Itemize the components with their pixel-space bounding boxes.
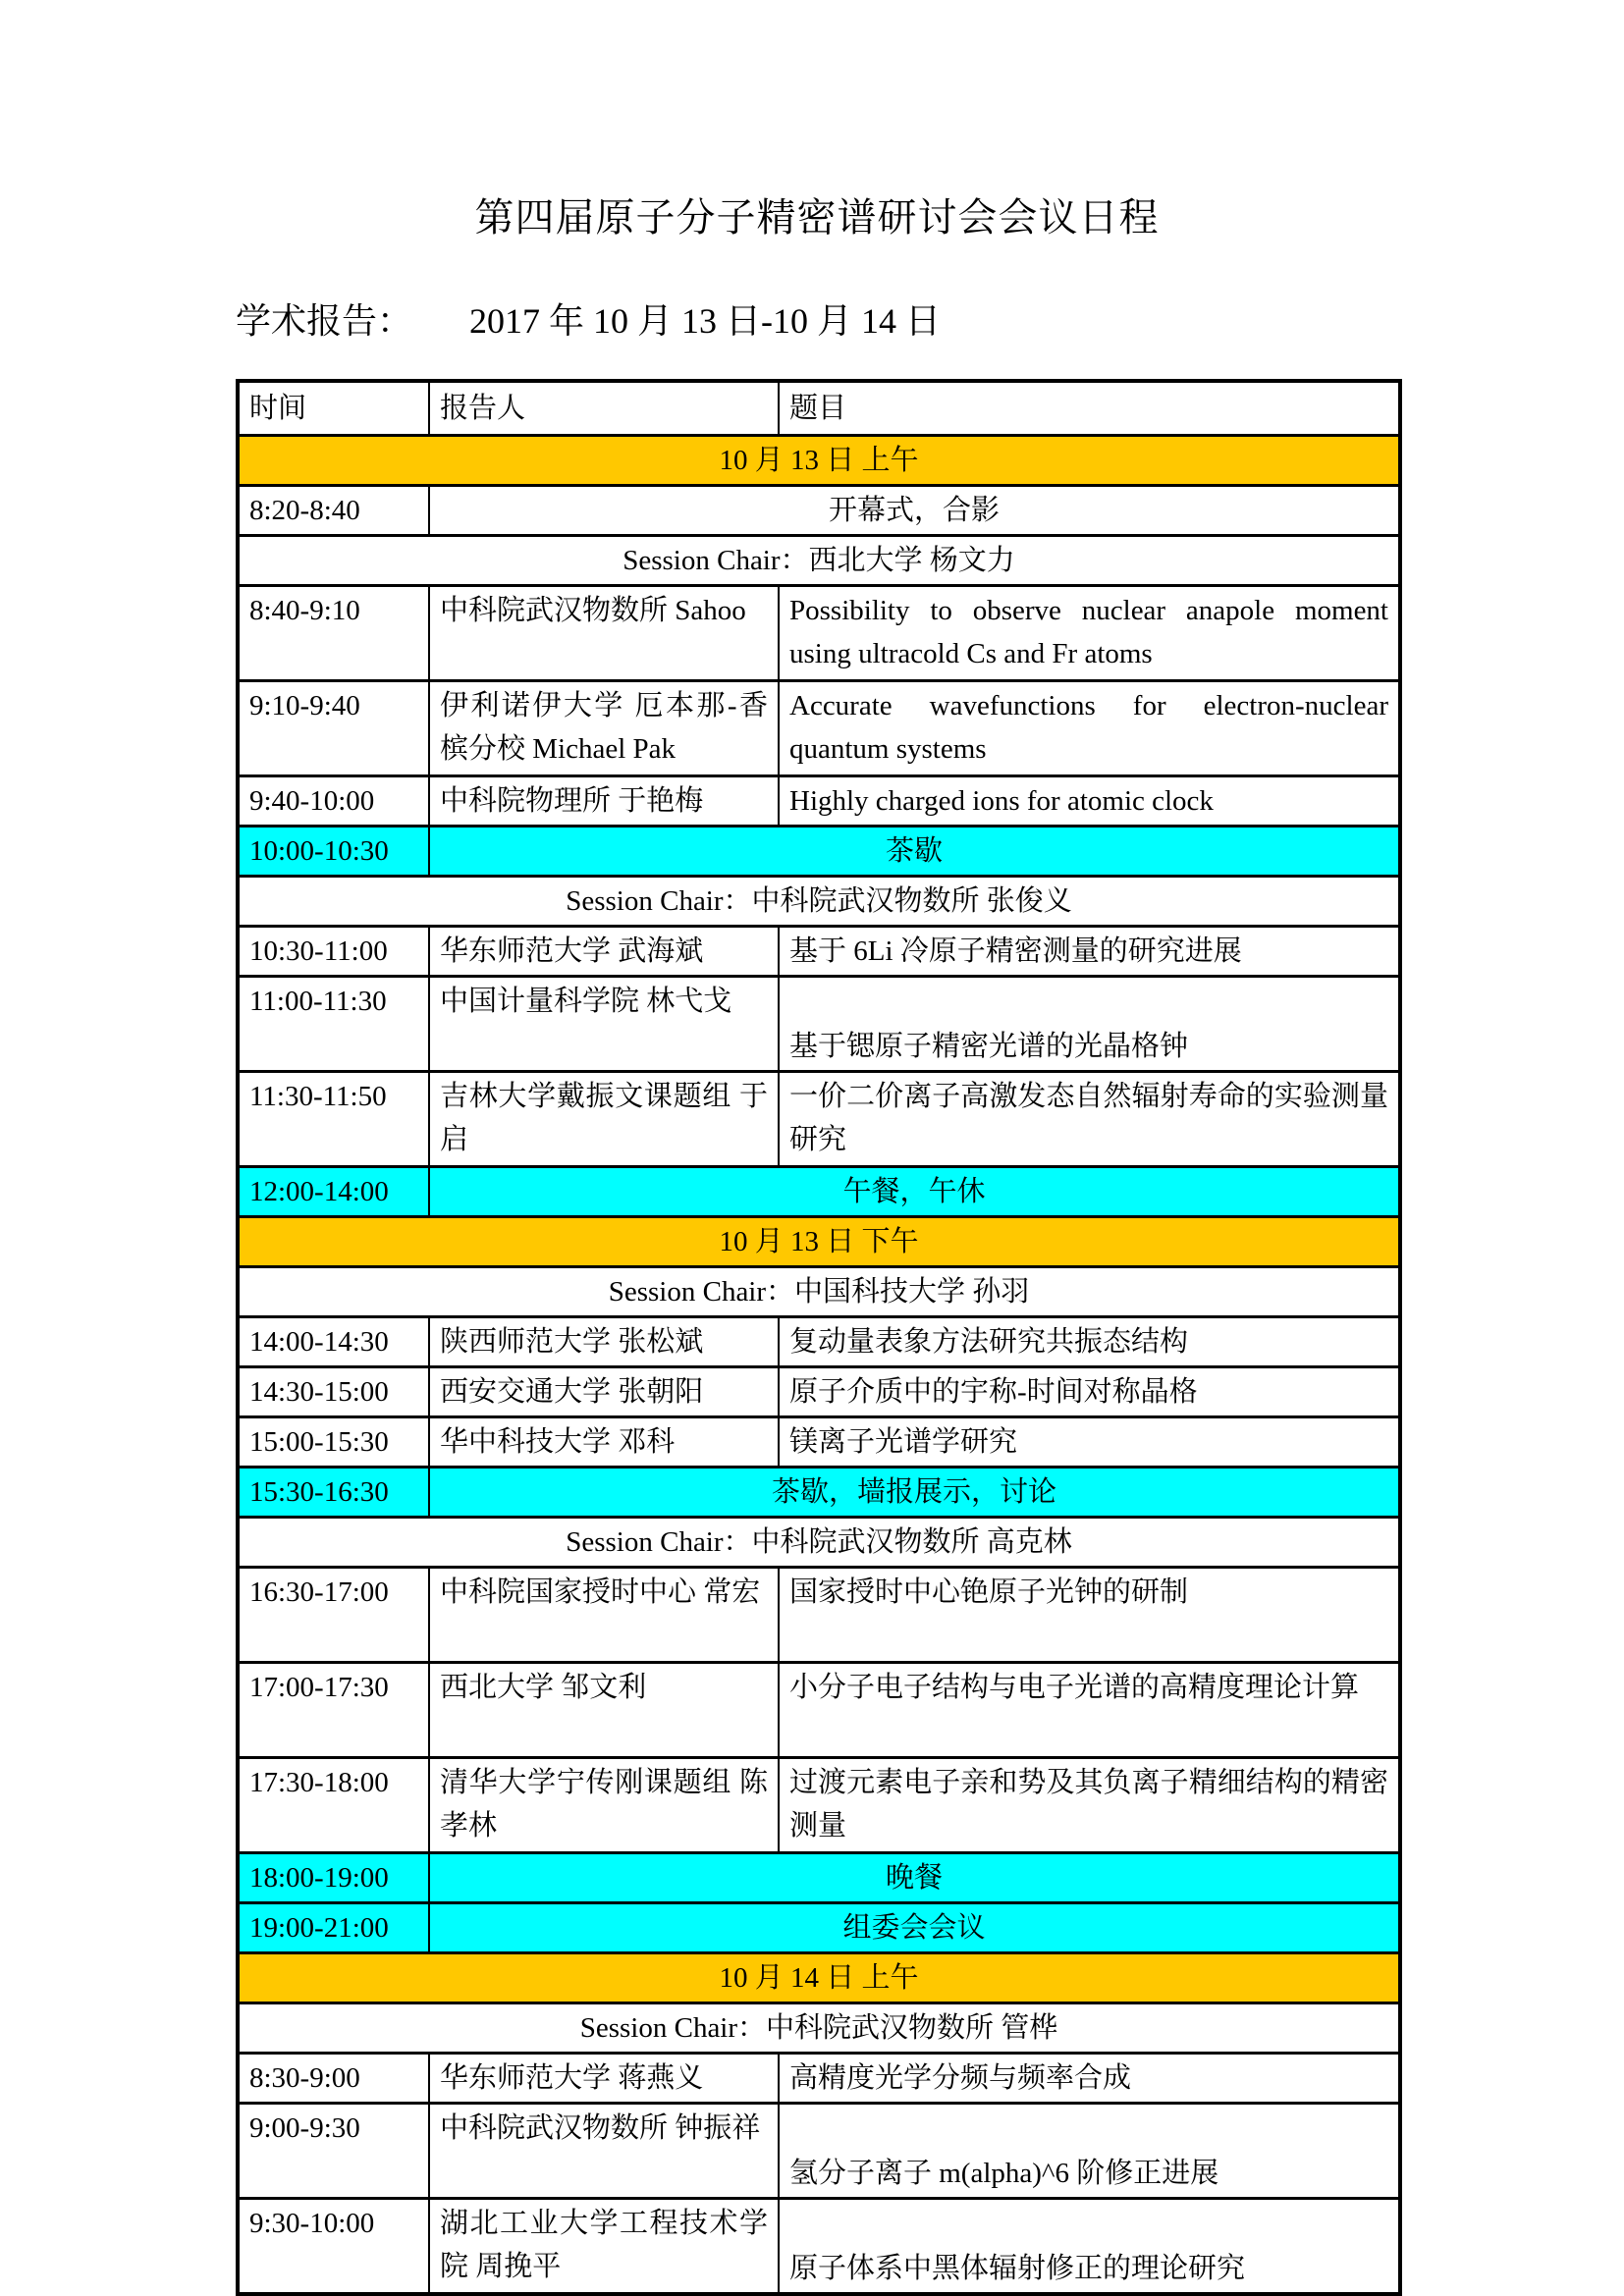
time-cell: 8:40-9:10 xyxy=(238,586,429,681)
speaker-cell: 华东师范大学 武海斌 xyxy=(429,927,779,977)
table-row-section xyxy=(238,1217,1400,1267)
speaker-cell: 中科院武汉物数所 Sahoo xyxy=(429,586,779,681)
table-row-break xyxy=(238,1853,1400,1903)
table-row-break xyxy=(238,1468,1400,1518)
time-cell: 9:40-10:00 xyxy=(238,776,429,827)
subtitle xyxy=(236,294,1398,344)
time-cell: 15:00-15:30 xyxy=(238,1417,429,1468)
time-cell: 10:00-10:30 xyxy=(238,827,429,877)
table-row-chair xyxy=(238,877,1400,927)
time-cell: 9:00-9:30 xyxy=(238,2104,429,2199)
table-row-talk xyxy=(238,776,1400,827)
time-cell: 18:00-19:00 xyxy=(238,1853,429,1903)
session-chair-label: Session Chair：中科院武汉物数所 张俊义 xyxy=(238,877,1400,927)
time-cell: 11:00-11:30 xyxy=(238,977,429,1072)
table-row-break xyxy=(238,1167,1400,1217)
break-label: 茶歇，墙报展示，讨论 xyxy=(429,1468,1400,1518)
table-row-talk xyxy=(238,1072,1400,1167)
table-row-talk xyxy=(238,977,1400,1072)
table-row-section xyxy=(238,1953,1400,2003)
talk-title-cell: 基于 6Li 冷原子精密测量的研究进展 xyxy=(779,927,1400,977)
table-row-talk xyxy=(238,1568,1400,1663)
table-row-break xyxy=(238,1903,1400,1953)
talk-title-cell: 过渡元素电子亲和势及其负离子精细结构的精密测量 xyxy=(779,1758,1400,1853)
speaker-cell: 湖北工业大学工程技术学院 周挽平 xyxy=(429,2199,779,2295)
speaker-cell: 吉林大学戴振文课题组 于启 xyxy=(429,1072,779,1167)
break-label: 组委会会议 xyxy=(429,1903,1400,1953)
talk-title-cell: 国家授时中心铯原子光钟的研制 xyxy=(779,1568,1400,1663)
speaker-cell: 中国计量科学院 林弋戈 xyxy=(429,977,779,1072)
talk-title-cell: 一价二价离子高激发态自然辐射寿命的实验测量研究 xyxy=(779,1072,1400,1167)
page-title: 第四届原子分子精密谱研讨会会议日程 xyxy=(474,195,1160,240)
table-row-section xyxy=(238,436,1400,486)
header-speaker: 报告人 xyxy=(429,381,779,436)
talk-title-cell: 小分子电子结构与电子光谱的高精度理论计算 xyxy=(779,1663,1400,1758)
talk-title-cell: Highly charged ions for atomic clock xyxy=(779,776,1400,827)
table-row-talk xyxy=(238,681,1400,776)
table-row-chair xyxy=(238,536,1400,586)
session-band-label: 10 月 13 日 下午 xyxy=(238,1217,1400,1267)
table-row-talk xyxy=(238,2054,1400,2104)
speaker-cell: 中科院物理所 于艳梅 xyxy=(429,776,779,827)
talk-title-cell: Possibility to observe nuclear anapole moment using ultracold Cs and Fr atoms xyxy=(779,586,1400,681)
session-chair-label: Session Chair：中国科技大学 孙羽 xyxy=(238,1267,1400,1317)
schedule-body xyxy=(238,436,1400,2295)
time-cell: 8:30-9:00 xyxy=(238,2054,429,2104)
break-label: 晚餐 xyxy=(429,1853,1400,1903)
talk-title-cell: 复动量表象方法研究共振态结构 xyxy=(779,1317,1400,1367)
talk-title-cell: 基于锶原子精密光谱的光晶格钟 xyxy=(779,977,1400,1072)
time-cell: 9:10-9:40 xyxy=(238,681,429,776)
table-row-talk xyxy=(238,586,1400,681)
talk-title-cell: 原子介质中的宇称-时间对称晶格 xyxy=(779,1367,1400,1417)
table-row-chair xyxy=(238,2003,1400,2054)
time-cell: 16:30-17:00 xyxy=(238,1568,429,1663)
time-cell: 8:20-8:40 xyxy=(238,486,429,536)
break-label: 茶歇 xyxy=(429,827,1400,877)
table-row-talk xyxy=(238,1758,1400,1853)
table-row-talk xyxy=(238,1367,1400,1417)
table-row-talk xyxy=(238,1663,1400,1758)
talk-title-cell: 原子体系中黑体辐射修正的理论研究 xyxy=(779,2199,1400,2295)
table-row-break xyxy=(238,827,1400,877)
table-row-talk xyxy=(238,2104,1400,2199)
table-header-row xyxy=(238,381,1400,436)
session-band-label: 10 月 13 日 上午 xyxy=(238,436,1400,486)
time-cell: 19:00-21:00 xyxy=(238,1903,429,1953)
talk-title-cell: Accurate wavefunctions for electron-nuclear quantum systems xyxy=(779,681,1400,776)
talk-title-cell: 高精度光学分频与频率合成 xyxy=(779,2054,1400,2104)
session-chair-label: Session Chair：中科院武汉物数所 管桦 xyxy=(238,2003,1400,2054)
break-label: 午餐，午休 xyxy=(429,1167,1400,1217)
schedule-table xyxy=(236,379,1402,2296)
speaker-cell: 清华大学宁传刚课题组 陈孝林 xyxy=(429,1758,779,1853)
subtitle-label: 学术报告： xyxy=(236,301,413,341)
speaker-cell: 华中科技大学 邓科 xyxy=(429,1417,779,1468)
table-row-talk xyxy=(238,1417,1400,1468)
document-page xyxy=(236,187,1398,2296)
speaker-cell: 西安交通大学 张朝阳 xyxy=(429,1367,779,1417)
talk-title-cell: 氢分子离子 m(alpha)^6 阶修正进展 xyxy=(779,2104,1400,2199)
table-row-talk xyxy=(238,1317,1400,1367)
header-topic: 题目 xyxy=(779,381,1400,436)
header-time: 时间 xyxy=(238,381,429,436)
time-cell: 11:30-11:50 xyxy=(238,1072,429,1167)
table-row-chair xyxy=(238,1518,1400,1568)
time-cell: 17:30-18:00 xyxy=(238,1758,429,1853)
time-cell: 10:30-11:00 xyxy=(238,927,429,977)
speaker-cell: 中科院国家授时中心 常宏 xyxy=(429,1568,779,1663)
speaker-cell: 陕西师范大学 张松斌 xyxy=(429,1317,779,1367)
speaker-cell: 中科院武汉物数所 钟振祥 xyxy=(429,2104,779,2199)
time-cell: 12:00-14:00 xyxy=(238,1167,429,1217)
table-row-chair xyxy=(238,1267,1400,1317)
time-cell: 9:30-10:00 xyxy=(238,2199,429,2295)
event-label: 开幕式，合影 xyxy=(429,486,1400,536)
time-cell: 15:30-16:30 xyxy=(238,1468,429,1518)
session-chair-label: Session Chair：西北大学 杨文力 xyxy=(238,536,1400,586)
subtitle-dates: 2017 年 10 月 13 日-10 月 14 日 xyxy=(469,301,942,341)
time-cell: 17:00-17:30 xyxy=(238,1663,429,1758)
session-band-label: 10 月 14 日 上午 xyxy=(238,1953,1400,2003)
table-row-talk xyxy=(238,927,1400,977)
time-cell: 14:30-15:00 xyxy=(238,1367,429,1417)
table-row-talk xyxy=(238,2199,1400,2295)
talk-title-cell: 镁离子光谱学研究 xyxy=(779,1417,1400,1468)
table-row-event xyxy=(238,486,1400,536)
session-chair-label: Session Chair：中科院武汉物数所 高克林 xyxy=(238,1518,1400,1568)
time-cell: 14:00-14:30 xyxy=(238,1317,429,1367)
speaker-cell: 伊利诺伊大学 厄本那-香槟分校 Michael Pak xyxy=(429,681,779,776)
speaker-cell: 西北大学 邹文利 xyxy=(429,1663,779,1758)
speaker-cell: 华东师范大学 蒋燕义 xyxy=(429,2054,779,2104)
